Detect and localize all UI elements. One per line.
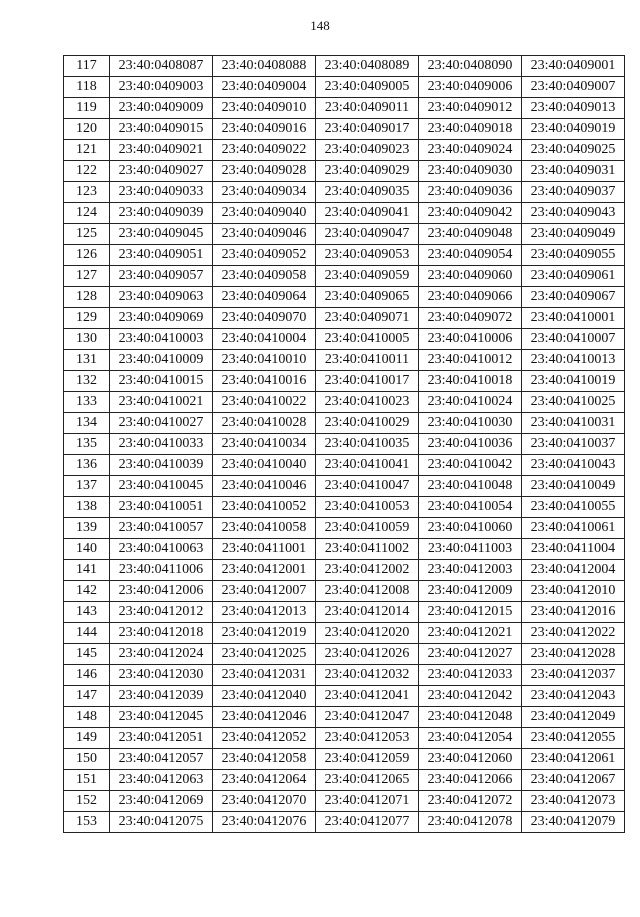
row-number-cell: 137 (64, 476, 110, 497)
cadastral-table-container (63, 55, 625, 833)
row-number-cell: 131 (64, 350, 110, 371)
cadastral-number-cell: 23:40:0410052 (213, 497, 316, 518)
table-row (64, 161, 625, 182)
page-number: 148 (310, 18, 330, 33)
cadastral-number-cell: 23:40:0410028 (213, 413, 316, 434)
cadastral-number-cell: 23:40:0409063 (110, 287, 213, 308)
cadastral-number-cell: 23:40:0410009 (110, 350, 213, 371)
cadastral-number-cell: 23:40:0412042 (419, 686, 522, 707)
cadastral-number-cell: 23:40:0409072 (419, 308, 522, 329)
cadastral-number-cell: 23:40:0412004 (522, 560, 625, 581)
table-row (64, 329, 625, 350)
cadastral-number-cell: 23:40:0409066 (419, 287, 522, 308)
row-number-cell: 136 (64, 455, 110, 476)
cadastral-number-cell: 23:40:0410046 (213, 476, 316, 497)
table-row (64, 434, 625, 455)
table-row (64, 539, 625, 560)
row-number-cell: 153 (64, 812, 110, 833)
cadastral-number-cell: 23:40:0409036 (419, 182, 522, 203)
cadastral-number-cell: 23:40:0411003 (419, 539, 522, 560)
cadastral-number-cell: 23:40:0410039 (110, 455, 213, 476)
table-row (64, 728, 625, 749)
cadastral-number-cell: 23:40:0410017 (316, 371, 419, 392)
cadastral-number-cell: 23:40:0409027 (110, 161, 213, 182)
cadastral-number-cell: 23:40:0409052 (213, 245, 316, 266)
cadastral-number-cell: 23:40:0412063 (110, 770, 213, 791)
cadastral-number-cell: 23:40:0409005 (316, 77, 419, 98)
cadastral-number-cell: 23:40:0411006 (110, 560, 213, 581)
table-row (64, 77, 625, 98)
cadastral-number-cell: 23:40:0409028 (213, 161, 316, 182)
cadastral-number-cell: 23:40:0412072 (419, 791, 522, 812)
cadastral-numbers-table (63, 55, 625, 833)
row-number-cell: 122 (64, 161, 110, 182)
cadastral-number-cell: 23:40:0410058 (213, 518, 316, 539)
cadastral-number-cell: 23:40:0412021 (419, 623, 522, 644)
cadastral-number-cell: 23:40:0412012 (110, 602, 213, 623)
cadastral-number-cell: 23:40:0409051 (110, 245, 213, 266)
table-row (64, 455, 625, 476)
cadastral-number-cell: 23:40:0410019 (522, 371, 625, 392)
cadastral-number-cell: 23:40:0412073 (522, 791, 625, 812)
table-row (64, 497, 625, 518)
cadastral-number-cell: 23:40:0409009 (110, 98, 213, 119)
table-row (64, 707, 625, 728)
cadastral-number-cell: 23:40:0409015 (110, 119, 213, 140)
cadastral-number-cell: 23:40:0412010 (522, 581, 625, 602)
cadastral-number-cell: 23:40:0412020 (316, 623, 419, 644)
cadastral-number-cell: 23:40:0409070 (213, 308, 316, 329)
cadastral-number-cell: 23:40:0412037 (522, 665, 625, 686)
cadastral-number-cell: 23:40:0410021 (110, 392, 213, 413)
table-row (64, 245, 625, 266)
row-number-cell: 120 (64, 119, 110, 140)
cadastral-number-cell: 23:40:0409022 (213, 140, 316, 161)
cadastral-number-cell: 23:40:0409041 (316, 203, 419, 224)
cadastral-number-cell: 23:40:0409016 (213, 119, 316, 140)
cadastral-number-cell: 23:40:0410029 (316, 413, 419, 434)
table-row (64, 791, 625, 812)
cadastral-number-cell: 23:40:0410016 (213, 371, 316, 392)
cadastral-number-cell: 23:40:0412040 (213, 686, 316, 707)
row-number-cell: 139 (64, 518, 110, 539)
table-row (64, 644, 625, 665)
cadastral-number-cell: 23:40:0412060 (419, 749, 522, 770)
row-number-cell: 133 (64, 392, 110, 413)
cadastral-number-cell: 23:40:0412043 (522, 686, 625, 707)
cadastral-number-cell: 23:40:0409061 (522, 266, 625, 287)
row-number-cell: 125 (64, 224, 110, 245)
row-number-cell: 142 (64, 581, 110, 602)
table-row (64, 560, 625, 581)
cadastral-number-cell: 23:40:0412055 (522, 728, 625, 749)
cadastral-number-cell: 23:40:0410031 (522, 413, 625, 434)
row-number-cell: 141 (64, 560, 110, 581)
cadastral-number-cell: 23:40:0412079 (522, 812, 625, 833)
cadastral-number-cell: 23:40:0410018 (419, 371, 522, 392)
cadastral-number-cell: 23:40:0412030 (110, 665, 213, 686)
cadastral-number-cell: 23:40:0409049 (522, 224, 625, 245)
table-body (64, 56, 625, 833)
cadastral-number-cell: 23:40:0409057 (110, 266, 213, 287)
cadastral-number-cell: 23:40:0409071 (316, 308, 419, 329)
cadastral-number-cell: 23:40:0410004 (213, 329, 316, 350)
table-row (64, 581, 625, 602)
table-row (64, 623, 625, 644)
cadastral-number-cell: 23:40:0409064 (213, 287, 316, 308)
cadastral-number-cell: 23:40:0409029 (316, 161, 419, 182)
cadastral-number-cell: 23:40:0412045 (110, 707, 213, 728)
cadastral-number-cell: 23:40:0409025 (522, 140, 625, 161)
cadastral-number-cell: 23:40:0412026 (316, 644, 419, 665)
row-number-cell: 117 (64, 56, 110, 77)
cadastral-number-cell: 23:40:0410059 (316, 518, 419, 539)
cadastral-number-cell: 23:40:0409031 (522, 161, 625, 182)
cadastral-number-cell: 23:40:0412051 (110, 728, 213, 749)
cadastral-number-cell: 23:40:0410033 (110, 434, 213, 455)
row-number-cell: 121 (64, 140, 110, 161)
cadastral-number-cell: 23:40:0412061 (522, 749, 625, 770)
table-row (64, 392, 625, 413)
cadastral-number-cell: 23:40:0409030 (419, 161, 522, 182)
cadastral-number-cell: 23:40:0409037 (522, 182, 625, 203)
cadastral-number-cell: 23:40:0412052 (213, 728, 316, 749)
table-row (64, 812, 625, 833)
cadastral-number-cell: 23:40:0412009 (419, 581, 522, 602)
row-number-cell: 144 (64, 623, 110, 644)
cadastral-number-cell: 23:40:0410061 (522, 518, 625, 539)
cadastral-number-cell: 23:40:0409067 (522, 287, 625, 308)
cadastral-number-cell: 23:40:0409012 (419, 98, 522, 119)
cadastral-number-cell: 23:40:0409011 (316, 98, 419, 119)
table-row (64, 770, 625, 791)
cadastral-number-cell: 23:40:0412025 (213, 644, 316, 665)
table-row (64, 140, 625, 161)
row-number-cell: 138 (64, 497, 110, 518)
cadastral-number-cell: 23:40:0410051 (110, 497, 213, 518)
cadastral-number-cell: 23:40:0409003 (110, 77, 213, 98)
cadastral-number-cell: 23:40:0410030 (419, 413, 522, 434)
cadastral-number-cell: 23:40:0409040 (213, 203, 316, 224)
cadastral-number-cell: 23:40:0409054 (419, 245, 522, 266)
row-number-cell: 145 (64, 644, 110, 665)
cadastral-number-cell: 23:40:0410003 (110, 329, 213, 350)
cadastral-number-cell: 23:40:0412013 (213, 602, 316, 623)
cadastral-number-cell: 23:40:0410057 (110, 518, 213, 539)
cadastral-number-cell: 23:40:0412024 (110, 644, 213, 665)
cadastral-number-cell: 23:40:0410036 (419, 434, 522, 455)
row-number-cell: 119 (64, 98, 110, 119)
table-row (64, 413, 625, 434)
cadastral-number-cell: 23:40:0409046 (213, 224, 316, 245)
cadastral-number-cell: 23:40:0412058 (213, 749, 316, 770)
cadastral-number-cell: 23:40:0412057 (110, 749, 213, 770)
cadastral-number-cell: 23:40:0412046 (213, 707, 316, 728)
table-row (64, 602, 625, 623)
cadastral-number-cell: 23:40:0410010 (213, 350, 316, 371)
cadastral-number-cell: 23:40:0412078 (419, 812, 522, 833)
cadastral-number-cell: 23:40:0412066 (419, 770, 522, 791)
cadastral-number-cell: 23:40:0409018 (419, 119, 522, 140)
table-row (64, 350, 625, 371)
cadastral-number-cell: 23:40:0410053 (316, 497, 419, 518)
row-number-cell: 135 (64, 434, 110, 455)
cadastral-number-cell: 23:40:0412065 (316, 770, 419, 791)
cadastral-number-cell: 23:40:0412076 (213, 812, 316, 833)
cadastral-number-cell: 23:40:0412077 (316, 812, 419, 833)
cadastral-number-cell: 23:40:0412032 (316, 665, 419, 686)
row-number-cell: 140 (64, 539, 110, 560)
cadastral-number-cell: 23:40:0412039 (110, 686, 213, 707)
row-number-cell: 127 (64, 266, 110, 287)
cadastral-number-cell: 23:40:0409006 (419, 77, 522, 98)
row-number-cell: 134 (64, 413, 110, 434)
cadastral-number-cell: 23:40:0412003 (419, 560, 522, 581)
table-row (64, 665, 625, 686)
cadastral-number-cell: 23:40:0409034 (213, 182, 316, 203)
cadastral-number-cell: 23:40:0410022 (213, 392, 316, 413)
row-number-cell: 149 (64, 728, 110, 749)
cadastral-number-cell: 23:40:0409019 (522, 119, 625, 140)
cadastral-number-cell: 23:40:0410011 (316, 350, 419, 371)
cadastral-number-cell: 23:40:0412048 (419, 707, 522, 728)
cadastral-number-cell: 23:40:0410024 (419, 392, 522, 413)
cadastral-number-cell: 23:40:0409045 (110, 224, 213, 245)
cadastral-number-cell: 23:40:0409048 (419, 224, 522, 245)
row-number-cell: 151 (64, 770, 110, 791)
cadastral-number-cell: 23:40:0412015 (419, 602, 522, 623)
table-row (64, 518, 625, 539)
cadastral-number-cell: 23:40:0410041 (316, 455, 419, 476)
cadastral-number-cell: 23:40:0412022 (522, 623, 625, 644)
cadastral-number-cell: 23:40:0409007 (522, 77, 625, 98)
cadastral-number-cell: 23:40:0410055 (522, 497, 625, 518)
cadastral-number-cell: 23:40:0409055 (522, 245, 625, 266)
cadastral-number-cell: 23:40:0410043 (522, 455, 625, 476)
cadastral-number-cell: 23:40:0412028 (522, 644, 625, 665)
cadastral-number-cell: 23:40:0409001 (522, 56, 625, 77)
cadastral-number-cell: 23:40:0410054 (419, 497, 522, 518)
cadastral-number-cell: 23:40:0412047 (316, 707, 419, 728)
cadastral-number-cell: 23:40:0412071 (316, 791, 419, 812)
cadastral-number-cell: 23:40:0410034 (213, 434, 316, 455)
cadastral-number-cell: 23:40:0410005 (316, 329, 419, 350)
cadastral-number-cell: 23:40:0409035 (316, 182, 419, 203)
cadastral-number-cell: 23:40:0412041 (316, 686, 419, 707)
row-number-cell: 118 (64, 77, 110, 98)
cadastral-number-cell: 23:40:0409004 (213, 77, 316, 98)
cadastral-number-cell: 23:40:0409065 (316, 287, 419, 308)
table-row (64, 749, 625, 770)
cadastral-number-cell: 23:40:0411001 (213, 539, 316, 560)
table-row (64, 203, 625, 224)
cadastral-number-cell: 23:40:0412070 (213, 791, 316, 812)
table-row (64, 119, 625, 140)
row-number-cell: 126 (64, 245, 110, 266)
cadastral-number-cell: 23:40:0412002 (316, 560, 419, 581)
cadastral-number-cell: 23:40:0410048 (419, 476, 522, 497)
cadastral-number-cell: 23:40:0412018 (110, 623, 213, 644)
cadastral-number-cell: 23:40:0409017 (316, 119, 419, 140)
cadastral-number-cell: 23:40:0412069 (110, 791, 213, 812)
cadastral-number-cell: 23:40:0410060 (419, 518, 522, 539)
cadastral-number-cell: 23:40:0410045 (110, 476, 213, 497)
row-number-cell: 152 (64, 791, 110, 812)
table-row (64, 476, 625, 497)
row-number-cell: 143 (64, 602, 110, 623)
table-row (64, 371, 625, 392)
cadastral-number-cell: 23:40:0412064 (213, 770, 316, 791)
cadastral-number-cell: 23:40:0410037 (522, 434, 625, 455)
table-row (64, 287, 625, 308)
cadastral-number-cell: 23:40:0412075 (110, 812, 213, 833)
row-number-cell: 124 (64, 203, 110, 224)
cadastral-number-cell: 23:40:0410015 (110, 371, 213, 392)
cadastral-number-cell: 23:40:0410027 (110, 413, 213, 434)
cadastral-number-cell: 23:40:0409042 (419, 203, 522, 224)
cadastral-number-cell: 23:40:0409039 (110, 203, 213, 224)
cadastral-number-cell: 23:40:0408088 (213, 56, 316, 77)
cadastral-number-cell: 23:40:0409069 (110, 308, 213, 329)
cadastral-number-cell: 23:40:0412001 (213, 560, 316, 581)
cadastral-number-cell: 23:40:0410040 (213, 455, 316, 476)
cadastral-number-cell: 23:40:0408089 (316, 56, 419, 77)
row-number-cell: 147 (64, 686, 110, 707)
row-number-cell: 128 (64, 287, 110, 308)
cadastral-number-cell: 23:40:0408087 (110, 56, 213, 77)
cadastral-number-cell: 23:40:0412027 (419, 644, 522, 665)
table-row (64, 308, 625, 329)
cadastral-number-cell: 23:40:0409043 (522, 203, 625, 224)
cadastral-number-cell: 23:40:0409033 (110, 182, 213, 203)
cadastral-number-cell: 23:40:0410049 (522, 476, 625, 497)
row-number-cell: 130 (64, 329, 110, 350)
row-number-cell: 148 (64, 707, 110, 728)
cadastral-number-cell: 23:40:0409053 (316, 245, 419, 266)
cadastral-number-cell: 23:40:0409021 (110, 140, 213, 161)
row-number-cell: 150 (64, 749, 110, 770)
cadastral-number-cell: 23:40:0412019 (213, 623, 316, 644)
cadastral-number-cell: 23:40:0410001 (522, 308, 625, 329)
cadastral-number-cell: 23:40:0409010 (213, 98, 316, 119)
cadastral-number-cell: 23:40:0412008 (316, 581, 419, 602)
cadastral-number-cell: 23:40:0410063 (110, 539, 213, 560)
cadastral-number-cell: 23:40:0409024 (419, 140, 522, 161)
cadastral-number-cell: 23:40:0409047 (316, 224, 419, 245)
table-row (64, 98, 625, 119)
cadastral-number-cell: 23:40:0408090 (419, 56, 522, 77)
cadastral-number-cell: 23:40:0412053 (316, 728, 419, 749)
cadastral-number-cell: 23:40:0409060 (419, 266, 522, 287)
table-row (64, 224, 625, 245)
cadastral-number-cell: 23:40:0412007 (213, 581, 316, 602)
cadastral-number-cell: 23:40:0410025 (522, 392, 625, 413)
row-number-cell: 129 (64, 308, 110, 329)
cadastral-number-cell: 23:40:0412033 (419, 665, 522, 686)
cadastral-number-cell: 23:40:0410012 (419, 350, 522, 371)
row-number-cell: 123 (64, 182, 110, 203)
cadastral-number-cell: 23:40:0410042 (419, 455, 522, 476)
cadastral-number-cell: 23:40:0410035 (316, 434, 419, 455)
cadastral-number-cell: 23:40:0410047 (316, 476, 419, 497)
cadastral-number-cell: 23:40:0410023 (316, 392, 419, 413)
table-row (64, 56, 625, 77)
cadastral-number-cell: 23:40:0410013 (522, 350, 625, 371)
table-row (64, 182, 625, 203)
cadastral-number-cell: 23:40:0409013 (522, 98, 625, 119)
cadastral-number-cell: 23:40:0411002 (316, 539, 419, 560)
row-number-cell: 146 (64, 665, 110, 686)
cadastral-number-cell: 23:40:0412014 (316, 602, 419, 623)
table-row (64, 686, 625, 707)
row-number-cell: 132 (64, 371, 110, 392)
cadastral-number-cell: 23:40:0412054 (419, 728, 522, 749)
cadastral-number-cell: 23:40:0412059 (316, 749, 419, 770)
cadastral-number-cell: 23:40:0412067 (522, 770, 625, 791)
cadastral-number-cell: 23:40:0409059 (316, 266, 419, 287)
cadastral-number-cell: 23:40:0412031 (213, 665, 316, 686)
cadastral-number-cell: 23:40:0412016 (522, 602, 625, 623)
cadastral-number-cell: 23:40:0412049 (522, 707, 625, 728)
cadastral-number-cell: 23:40:0411004 (522, 539, 625, 560)
cadastral-number-cell: 23:40:0409058 (213, 266, 316, 287)
table-row (64, 266, 625, 287)
cadastral-number-cell: 23:40:0412006 (110, 581, 213, 602)
cadastral-number-cell: 23:40:0410006 (419, 329, 522, 350)
cadastral-number-cell: 23:40:0410007 (522, 329, 625, 350)
cadastral-number-cell: 23:40:0409023 (316, 140, 419, 161)
